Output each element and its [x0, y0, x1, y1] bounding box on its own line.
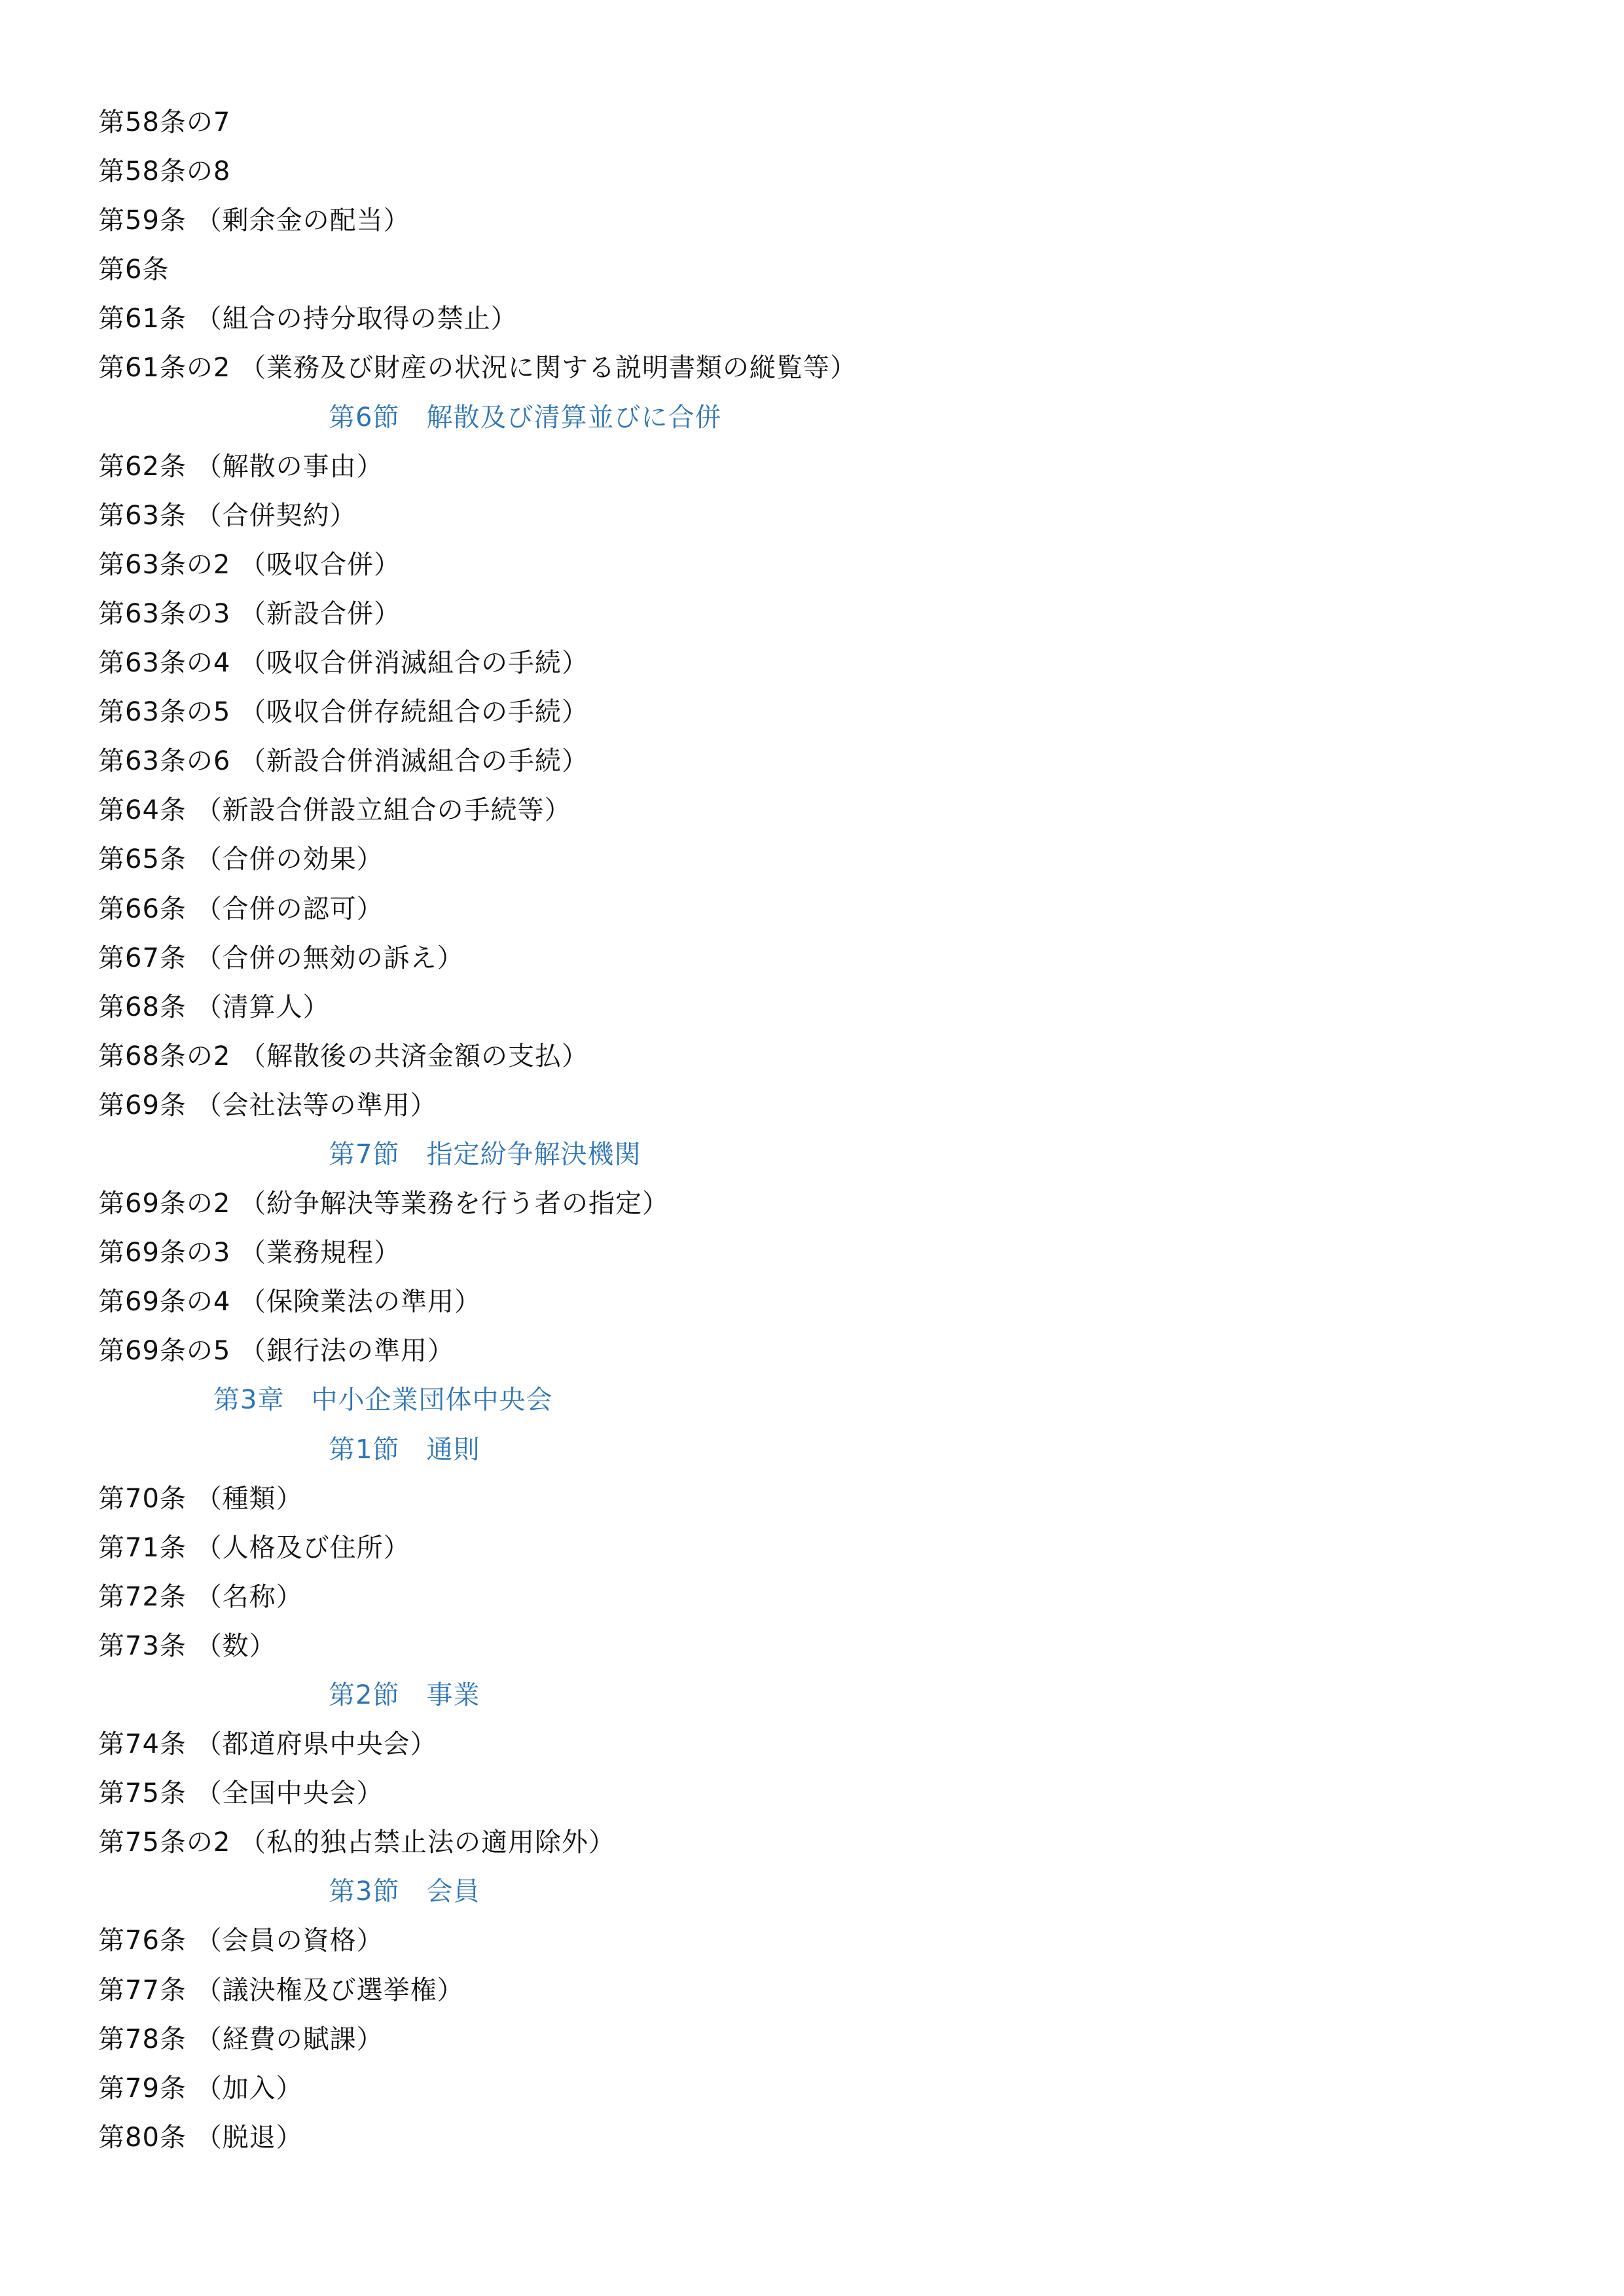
toc-article-entry: 第68条の2 （解散後の共済金額の支払）	[98, 1041, 589, 1071]
toc-article-entry: 第62条 （解散の事由）	[98, 451, 384, 482]
toc-article-entry: 第61条の2 （業務及び財産の状況に関する説明書類の縦覧等）	[98, 353, 857, 384]
toc-article-entry: 第80条 （脱退）	[98, 2122, 303, 2153]
toc-article-entry: 第67条 （合併の無効の訴え）	[98, 942, 464, 973]
toc-article-entry: 第74条 （都道府県中央会）	[98, 1729, 437, 1760]
toc-article-entry: 第63条の6 （新設合併消滅組合の手続）	[98, 746, 589, 777]
toc-section-heading: 第2節 事業	[329, 1680, 480, 1710]
toc-article-entry: 第69条の5 （銀行法の準用）	[98, 1336, 455, 1367]
toc-article-entry: 第63条 （合併契約）	[98, 500, 357, 531]
toc-article-entry: 第69条の2 （紛争解決等業務を行う者の指定）	[98, 1189, 670, 1219]
toc-article-entry: 第58条の8	[98, 156, 231, 187]
toc-article-entry: 第69条の3 （業務規程）	[98, 1238, 401, 1268]
toc-article-entry: 第58条の7	[98, 107, 231, 137]
toc-article-entry: 第63条の5 （吸収合併存続組合の手続）	[98, 697, 589, 728]
toc-article-entry: 第63条の3 （新設合併）	[98, 598, 401, 629]
toc-article-entry: 第72条 （名称）	[98, 1581, 303, 1612]
toc-article-entry: 第69条の4 （保険業法の準用）	[98, 1287, 482, 1318]
toc-article-entry: 第75条の2 （私的独占禁止法の適用除外）	[98, 1827, 616, 1858]
toc-section-heading: 第7節 指定紛争解決機関	[329, 1139, 641, 1170]
toc-article-entry: 第66条 （合併の認可）	[98, 893, 384, 924]
toc-article-entry: 第63条の4 （吸収合併消滅組合の手続）	[98, 648, 589, 679]
toc-article-entry: 第73条 （数）	[98, 1630, 276, 1661]
toc-article-entry: 第68条 （清算人）	[98, 992, 330, 1022]
toc-article-entry: 第61条 （組合の持分取得の禁止）	[98, 304, 518, 334]
toc-article-entry: 第71条 （人格及び住所）	[98, 1532, 410, 1563]
toc-article-entry: 第76条 （会員の資格）	[98, 1926, 384, 1956]
toc-article-entry: 第69条 （会社法等の準用）	[98, 1090, 437, 1121]
toc-article-entry: 第77条 （議決権及び選挙権）	[98, 1975, 464, 2005]
toc-section-heading: 第1節 通則	[329, 1434, 480, 1465]
toc-section-heading: 第6節 解散及び清算並びに合併	[329, 402, 722, 433]
toc-article-entry: 第75条 （全国中央会）	[98, 1778, 384, 1809]
toc-article-entry: 第59条 （剰余金の配当）	[98, 206, 410, 236]
toc-article-entry: 第79条 （加入）	[98, 2073, 303, 2104]
toc-article-entry: 第78条 （経費の賦課）	[98, 2024, 384, 2054]
table-of-contents	[98, 98, 1538, 2162]
toc-section-heading: 第3節 会員	[329, 1876, 480, 1907]
toc-article-entry: 第70条 （種類）	[98, 1483, 303, 1514]
toc-article-entry: 第63条の2 （吸収合併）	[98, 549, 401, 580]
toc-chapter-heading: 第3章 中小企業団体中央会	[213, 1385, 553, 1416]
toc-article-entry: 第6条	[98, 255, 170, 285]
toc-article-entry: 第64条 （新設合併設立組合の手続等）	[98, 795, 571, 826]
toc-article-entry: 第65条 （合併の効果）	[98, 844, 384, 875]
